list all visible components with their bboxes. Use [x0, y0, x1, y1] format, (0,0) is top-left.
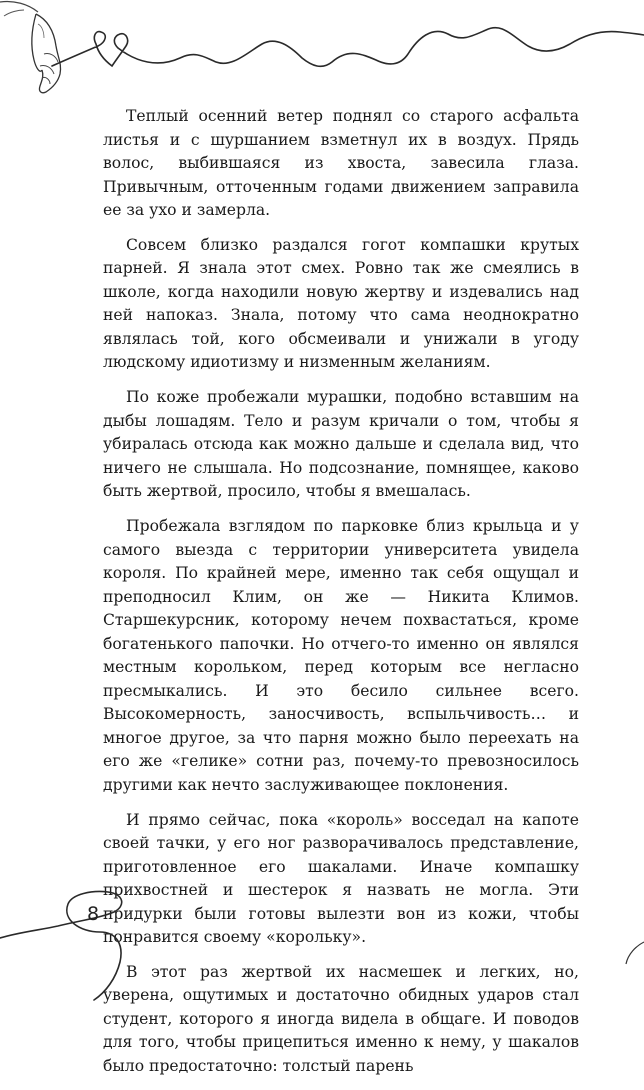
paragraph-5: И прямо сейчас, пока «король» восседал на капоте своей тачки, у его ног разворачивалось представление, приготовленное его шакалами. Иначе компашку прихвостней и шестерок я назвать не могла. Эти придурки были готовы вылезти вон из кожи, чтобы понравится своему «корольку».	[103, 810, 579, 947]
page-number-loop-ornament	[0, 880, 644, 1000]
hand-with-heart-string-illustration	[0, 0, 644, 105]
paragraph-6: В этот раз жертвой их насмешек и легких, но, уверена, ощутимых и достаточно обидных ударов стал студент, которого я иногда видела в общаге. И поводов для того, чтобы прицепиться именно к нему, у шакалов было предостаточно: толстый парень	[103, 962, 579, 1075]
paragraph-2: Совсем близко раздался гогот компашки крутых парней. Я знала этот смех. Ровно так же смеялись в школе, когда находили новую жертву и издевались над ней напоказ. Знала, потому что сама неоднократно являлась той, кого обсмеивали и унижали в угоду людскому идиотизму и низменным желаниям.	[103, 235, 579, 372]
paragraph-3: По коже пробежали мурашки, подобно вставшим на дыбы лошадям. Тело и разум кричали о том, чтобы я убиралась отсюда как можно дальше и сделала вид, что ничего не слышала. Но подсознание, помнящее, каково быть жертвой, просило, чтобы я вмешалась.	[103, 388, 579, 501]
page-number: 8	[86, 903, 100, 925]
paragraph-1: Теплый осенний ветер поднял со старого асфальта листья и с шуршанием взметнул их в воздух. Прядь волос, выбившаяся из хвоста, завесила глаза. Привычным, отточенным годами движением заправила ее за ухо и замерла.	[103, 107, 579, 219]
paragraph-4: Пробежала взглядом по парковке близ крыльца и у самого выезда с территории университета увидела короля. По крайней мере, именно так себя ощущал и преподносил Клим, он же — Никита Климов. Старшекурсник, которому нечем похвастаться, кроме богатенького папочки. Но отчего-то именно он являлся местным корольком, перед которым все негласно пресмыкались. И это бесило сильнее всего. Высокомерность, заносчивость, вспыльчивость… и многое другое, за что парня можно было переехать на его же «гелике» сотни раз, почему-то превозносилось другими как нечто заслуживающее поклонения.	[103, 517, 579, 794]
